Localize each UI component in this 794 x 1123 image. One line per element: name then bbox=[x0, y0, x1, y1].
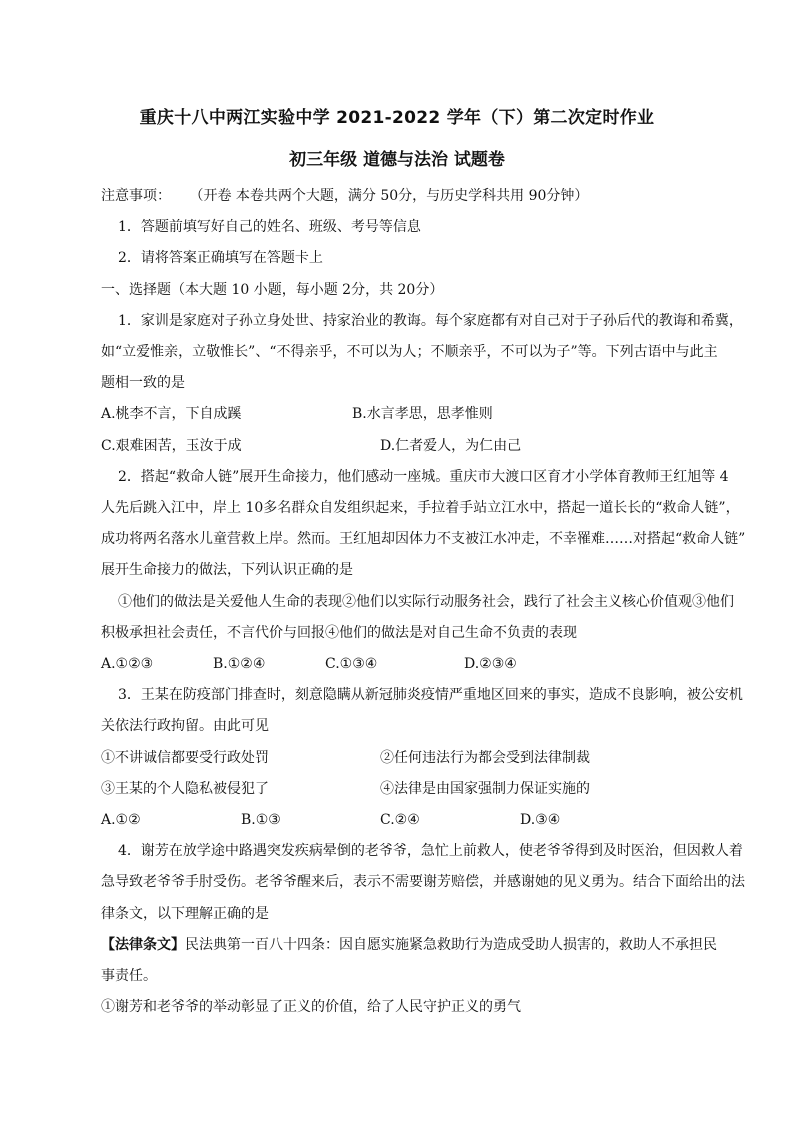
q2-text: 人先后跳入江中，岸上 10多名群众自发组织起来，手拉着手站立江水中，搭起一道长长的“救命人链”， bbox=[101, 500, 740, 516]
q1-option-c: C.艰难困苦，玉汝于成 bbox=[101, 438, 242, 454]
law-label: 【法律条文】 bbox=[101, 937, 185, 953]
notice-line bbox=[101, 186, 588, 206]
section-heading: 一、选择题（本大题 10 小题，每小题 2分，共 20分） bbox=[101, 282, 444, 298]
q2-statements: 积极承担社会责任，不言代价与回报④他们的做法是对自己生命不负责的表现 bbox=[101, 625, 577, 641]
q2-statements: ①他们的做法是关爱他人生命的表现②他们以实际行动服务社会，践行了社会主义核心价值观③他们 bbox=[118, 594, 734, 610]
q4-text: 4．谢芳在放学途中路遇突发疾病晕倒的老爷爷，急忙上前救人，使老爷爷得到及时医治，但因救人着 bbox=[118, 843, 743, 859]
q3-text: 3．王某在防疫部门排查时，刻意隐瞒从新冠肺炎疫情严重地区回来的事实，造成不良影响，被公安机 bbox=[118, 687, 743, 703]
q1-option-a: A.桃李不言，下自成蹊 bbox=[101, 406, 242, 422]
q3-statement-2: ②任何违法行为都会受到法律制裁 bbox=[380, 750, 590, 766]
q3-statement-3: ③王某的个人隐私被侵犯了 bbox=[101, 781, 269, 797]
q1-text: 如“立爱惟亲，立敬惟长”、“不得亲乎，不可以为人；不顺亲乎，不可以为子”等。下列古语中与此主 bbox=[101, 344, 718, 360]
exam-title: 重庆十八中两江实验中学 2021-2022 学年（下）第二次定时作业 bbox=[139, 108, 655, 128]
q3-option-a: A.①② bbox=[101, 812, 141, 828]
q1-text: 1．家训是家庭对子孙立身处世、持家治业的教诲。每个家庭都有对自己对于子孙后代的教诲和希冀， bbox=[118, 313, 743, 329]
exam-subtitle: 初三年级 道德与法治 试题卷 bbox=[289, 150, 505, 170]
q4-statement-1: ①谢芳和老爷爷的举动彰显了正义的价值，给了人民守护正义的勇气 bbox=[101, 999, 521, 1015]
q2-option-a: A.①②③ bbox=[101, 656, 154, 672]
q1-text: 题相一致的是 bbox=[101, 375, 185, 391]
q3-option-d: D.③④ bbox=[520, 812, 561, 828]
notice-item: 2．请将答案正确填写在答题卡上 bbox=[118, 250, 323, 266]
q4-text: 急导致老爷爷手肘受伤。老爷爷醒来后，表示不需要谢芳赔偿，并感谢她的见义勇为。结合下面给出的法 bbox=[101, 874, 745, 890]
q4-law-line bbox=[101, 935, 717, 955]
notice-label: 注意事项： bbox=[101, 188, 171, 204]
law-text: 民法典第一百八十四条：因自愿实施紧急救助行为造成受助人损害的，救助人不承担民 bbox=[185, 937, 717, 953]
q1-option-b: B.水言孝思，思孝惟则 bbox=[352, 406, 493, 422]
q2-option-c: C.①③④ bbox=[325, 656, 378, 672]
q2-option-b: B.①②④ bbox=[213, 656, 266, 672]
notice-item: 1．答题前填写好自己的姓名、班级、考号等信息 bbox=[118, 219, 421, 235]
q2-text: 2．搭起“救命人链”展开生命接力，他们感动一座城。重庆市大渡口区育才小学体育教师王红旭等 4 bbox=[118, 469, 729, 485]
q3-option-c: C.②④ bbox=[380, 812, 420, 828]
q2-text: 成功将两名落水儿童营救上岸。然而。王红旭却因体力不支被江水冲走，不幸罹难……对搭起“救命人链” bbox=[101, 531, 746, 547]
q4-law-line2: 事责任。 bbox=[101, 968, 157, 984]
q2-text: 展开生命接力的做法，下列认识正确的是 bbox=[101, 562, 353, 578]
q3-text: 关依法行政拘留。由此可见 bbox=[101, 718, 269, 734]
q1-option-d: D.仁者爱人，为仁由己 bbox=[380, 438, 522, 454]
q4-text: 律条文，以下理解正确的是 bbox=[101, 906, 269, 922]
q3-statement-4: ④法律是由国家强制力保证实施的 bbox=[380, 781, 590, 797]
q3-option-b: B.①③ bbox=[241, 812, 281, 828]
q2-option-d: D.②③④ bbox=[464, 656, 517, 672]
notice-info: （开卷 本卷共两个大题，满分 50分，与历史学科共用 90分钟） bbox=[189, 188, 589, 204]
q3-statement-1: ①不讲诚信都要受行政处罚 bbox=[101, 750, 269, 766]
